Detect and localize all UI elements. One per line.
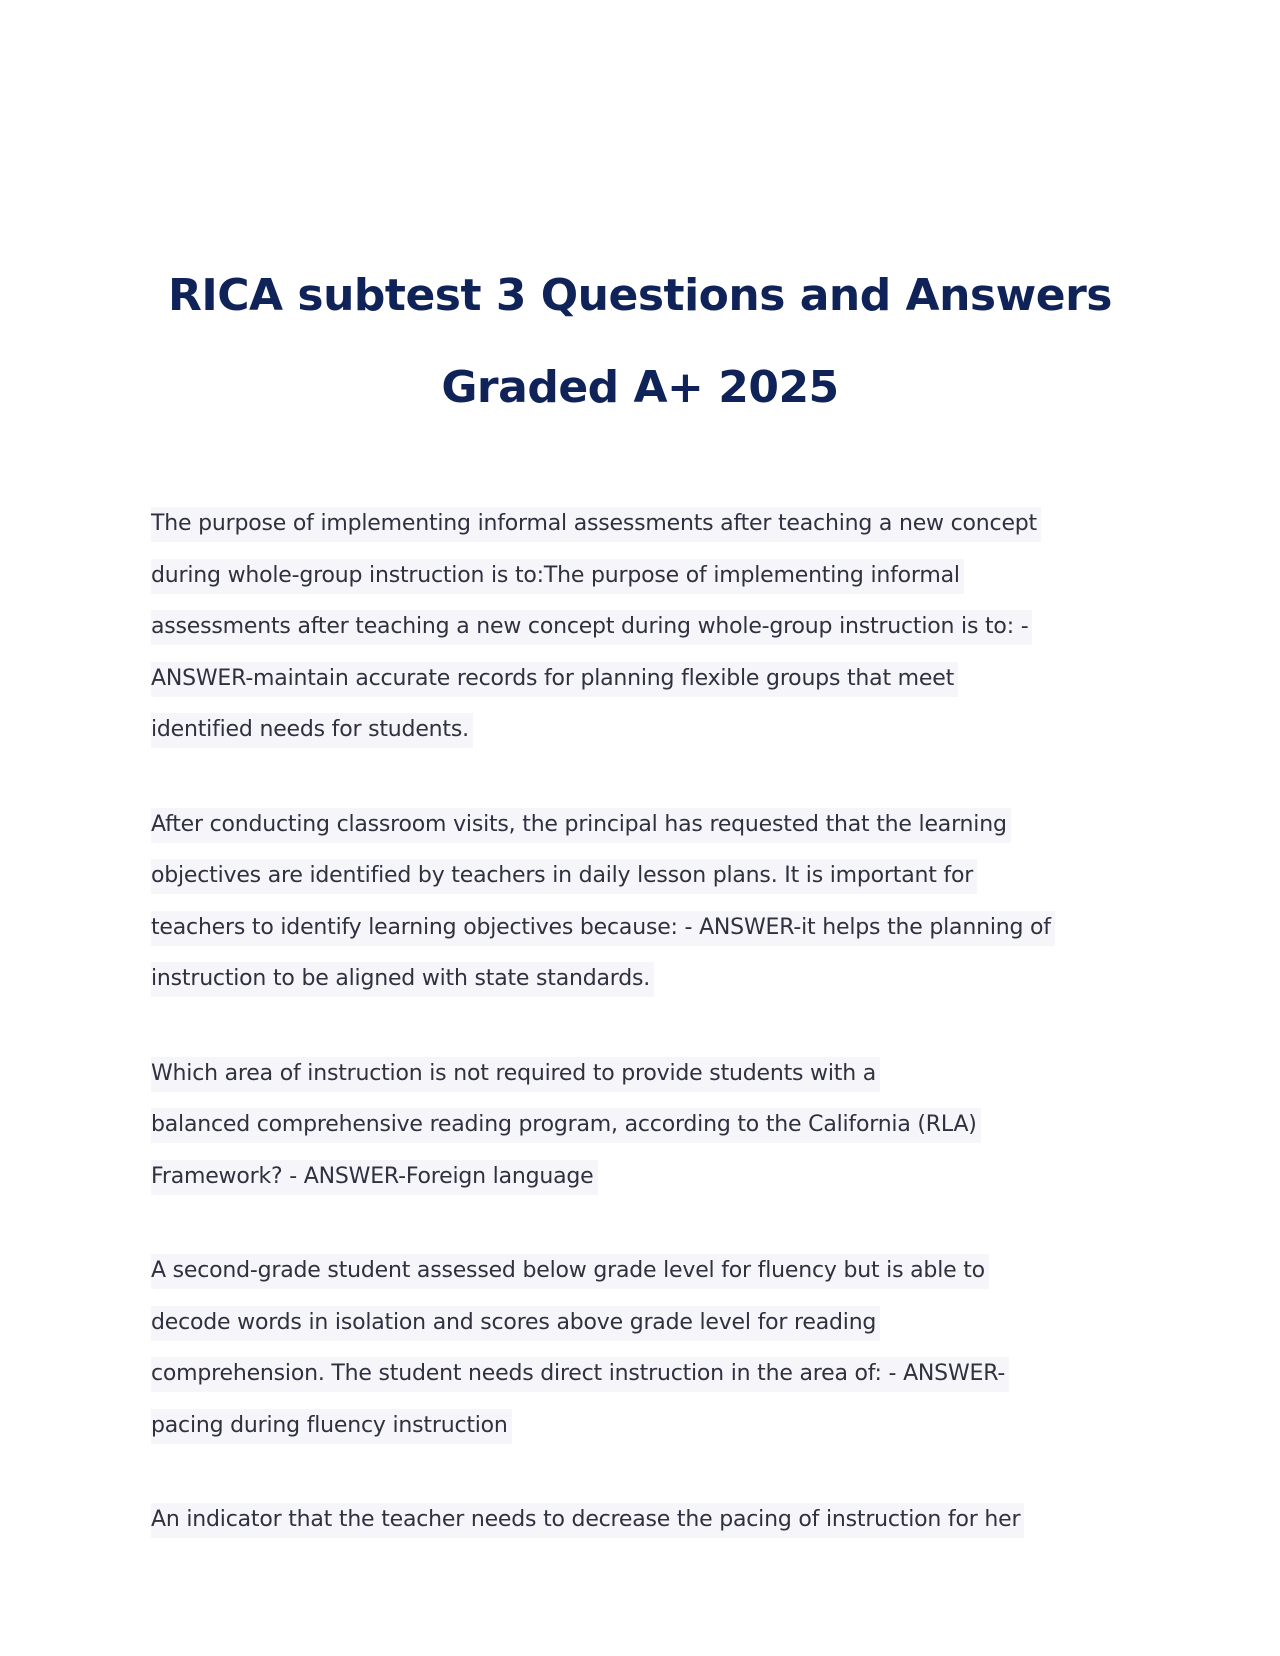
text-line: decode words in isolation and scores above grade level for reading — [151, 1297, 1141, 1349]
text-line: pacing during fluency instruction — [151, 1400, 1141, 1452]
title-line-1: RICA subtest 3 Questions and Answers — [168, 270, 1112, 321]
text-line: After conducting classroom visits, the principal has requested that the learning — [151, 799, 1141, 851]
document-title — [150, 250, 1130, 434]
text-line: A second-grade student assessed below grade level for fluency but is able to — [151, 1245, 1141, 1297]
text-line: assessments after teaching a new concept during whole-group instruction is to: - — [151, 601, 1141, 653]
qa-paragraph-3 — [151, 1048, 1141, 1203]
text-line: Which area of instruction is not required to provide students with a — [151, 1048, 1141, 1100]
qa-paragraph-1 — [151, 498, 1141, 756]
text-line: objectives are identified by teachers in daily lesson plans. It is important for — [151, 850, 1141, 902]
text-line: teachers to identify learning objectives because: - ANSWER-it helps the planning of — [151, 902, 1141, 954]
text-line: balanced comprehensive reading program, according to the California (RLA) — [151, 1099, 1141, 1151]
qa-paragraph-2 — [151, 799, 1141, 1005]
text-line: An indicator that the teacher needs to decrease the pacing of instruction for her — [151, 1494, 1141, 1546]
document-body — [151, 498, 1141, 1589]
qa-paragraph-4 — [151, 1245, 1141, 1451]
title-line-2: Graded A+ 2025 — [441, 362, 839, 413]
qa-paragraph-5 — [151, 1494, 1141, 1546]
text-line: ANSWER-maintain accurate records for planning flexible groups that meet — [151, 653, 1141, 705]
text-line: Framework? - ANSWER-Foreign language — [151, 1151, 1141, 1203]
text-line: instruction to be aligned with state standards. — [151, 953, 1141, 1005]
text-line: identified needs for students. — [151, 704, 1141, 756]
text-line: The purpose of implementing informal assessments after teaching a new concept — [151, 498, 1141, 550]
text-line: during whole-group instruction is to:The purpose of implementing informal — [151, 550, 1141, 602]
text-line: comprehension. The student needs direct instruction in the area of: - ANSWER- — [151, 1348, 1141, 1400]
